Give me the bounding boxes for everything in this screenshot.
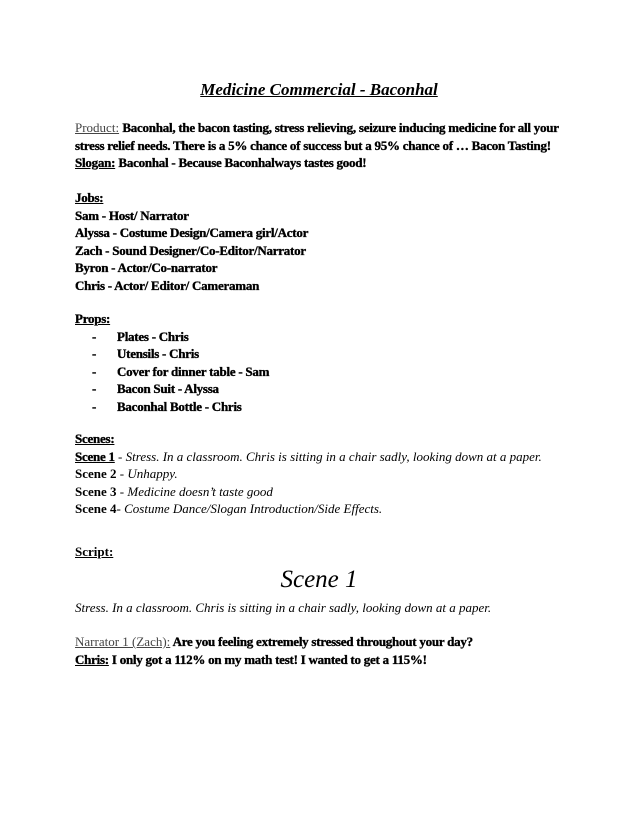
slogan-label: Slogan: [75, 155, 116, 170]
prop-item: - Cover for dinner table - Sam [92, 363, 270, 379]
props-heading: Props: [75, 311, 111, 326]
scene-desc: Stress. In a classroom. Chris is sitting in a chair sadly, looking down at a paper. [125, 448, 542, 464]
scene-desc: Medicine doesn’t taste good [127, 483, 273, 499]
job-item: Byron - Actor/Co-narrator [75, 260, 218, 275]
scene-item: Scene 1 - Stress. In a classroom. Chris is sitting in a chair sadly, looking down at a paper. [75, 448, 542, 464]
product-label: Product: [75, 120, 120, 135]
scene-label: Scene 2 [75, 466, 117, 481]
dialogue-text: I only got a 112% on my math test! I wanted to get a 115%! [108, 651, 427, 667]
dialogue-text: Are you feeling extremely stressed throughout your day? [170, 634, 473, 649]
scene-item: Scene 2 - Unhappy. [75, 466, 178, 481]
scenes-heading: Scenes: [75, 431, 115, 446]
scene-desc: Unhappy. [127, 466, 178, 481]
speaker-label: Chris: [75, 651, 109, 667]
script-body [75, 599, 575, 617]
prop-item: - Bacon Suit - Alyssa [92, 381, 219, 396]
script-lines [75, 633, 575, 668]
scene-description: Stress. In a classroom. Chris is sitting in a chair sadly, looking down at a paper. [75, 600, 492, 615]
scenes-section [75, 430, 575, 518]
jobs-heading: Jobs: [75, 190, 104, 205]
prop-item: - Baconhal Bottle - Chris [92, 398, 242, 414]
script-line [75, 651, 575, 669]
script-line [75, 633, 575, 651]
scene-label: Scene 3 [75, 483, 117, 499]
job-item: Alyssa - Costume Design/Camera girl/Actor [75, 225, 309, 240]
props-section [75, 310, 575, 415]
prop-item: - Plates - Chris [92, 328, 189, 344]
job-item: Chris - Actor/ Editor/ Cameraman [75, 277, 260, 293]
jobs-section [75, 189, 575, 294]
product-line-1: Baconhal, the bacon tasting, stress relieving, seizure inducing medicine for all your [122, 120, 559, 135]
scene-item: Scene 3 - Medicine doesn’t taste good [75, 483, 273, 499]
product-line-2: stress relief needs. There is a 5% chance of success but a 95% chance of … Bacon Tasting! [75, 137, 551, 153]
prop-item: - Utensils - Chris [92, 346, 199, 361]
scene-label: Scene 4 [75, 501, 117, 516]
speaker-label: Narrator 1 (Zach): [75, 634, 171, 649]
script-section [75, 543, 575, 561]
scene-item: Scene 4- Costume Dance/Slogan Introduction/Side Effects. [75, 501, 383, 516]
props-list [75, 328, 575, 416]
scene-label: Scene 1 [75, 448, 115, 464]
product-section [75, 119, 575, 172]
job-item: Zach - Sound Designer/Co-Editor/Narrator [75, 242, 306, 258]
script-heading: Script: [75, 544, 114, 559]
slogan-text: Baconhal - Because Baconhalways tastes good! [118, 155, 367, 170]
job-item: Sam - Host/ Narrator [75, 207, 189, 223]
document-title: Medicine Commercial - Baconhal [200, 80, 438, 99]
scene-desc: Costume Dance/Slogan Introduction/Side Effects. [124, 501, 383, 516]
scene-heading: Scene 1 [280, 566, 358, 593]
